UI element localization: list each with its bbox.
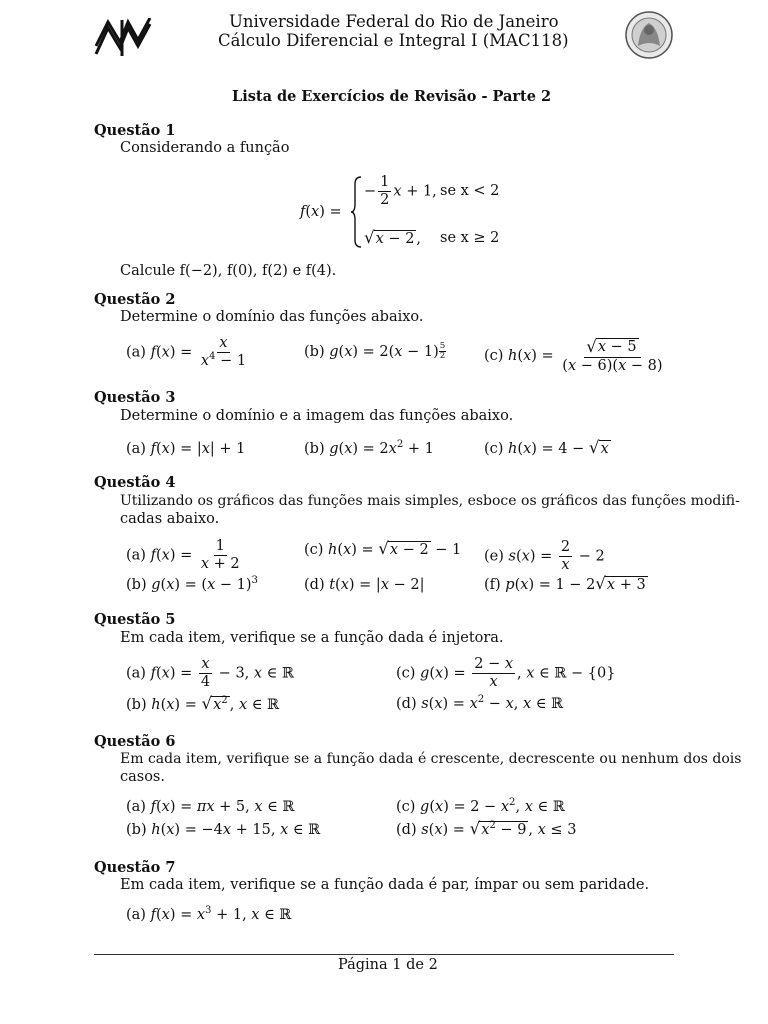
q5-item-d: (d) $s(x) = x^2 - x$, x ∈ ℝ (396, 693, 564, 712)
q2-item-c: (c) h(x) = √ x − 5 (x − 6)(x − 8) (484, 337, 663, 375)
question-7-heading: Questão 7 (94, 859, 176, 876)
q4-item-c: (c) h(x) = √ x − 2 − 1 (304, 539, 462, 559)
question-2-heading: Questão 2 (94, 291, 176, 308)
question-1-intro: Considerando a função (120, 140, 290, 156)
q4-item-a: (a) f(x) = $\frac{1}{x + 2}$ (126, 538, 240, 573)
q2-item-a: (a) f(x) = $\frac{x}{x^4 - 1}$ (126, 335, 247, 370)
question-4-intro-line2: cadas abaixo. (120, 511, 220, 527)
page-number: Página 1 de 2 (338, 957, 438, 973)
question-6-intro-line2: casos. (120, 769, 165, 785)
question-3-heading: Questão 3 (94, 389, 176, 406)
q1-case2-expr: √ x − 2 , (364, 228, 422, 248)
q1-case1-cond: se x < 2 (440, 183, 500, 199)
page-title: Lista de Exercícios de Revisão - Parte 2 (232, 88, 552, 105)
q1-brace (350, 176, 362, 248)
question-5-heading: Questão 5 (94, 611, 176, 628)
q5-item-c: (c) g(x) = $\frac{2 - x}{x}$ , x ∈ ℝ − {0} (396, 656, 616, 691)
university-name: Universidade Federal do Rio de Janeiro (229, 12, 559, 31)
footer-rule (94, 954, 674, 955)
question-2-intro: Determine o domínio das funções abaixo. (120, 309, 424, 325)
question-4-intro-line1: Utilizando os gráficos das funções mais simples, esboce os gráficos das funções modifi- (120, 493, 740, 509)
q2-item-b: (b) g(x) = 2(x − 1) $\frac{5}{2}$ (304, 341, 446, 361)
q5-item-a: (a) f(x) = $\frac{x}{4}$ − 3, x ∈ ℝ (126, 656, 295, 691)
question-6-heading: Questão 6 (94, 733, 176, 750)
q6-item-c: (c) $g(x) = 2 - x^2$, x ∈ ℝ (396, 796, 565, 815)
q1-case2-cond: se x ≥ 2 (440, 230, 500, 246)
question-1-heading: Questão 1 (94, 122, 176, 139)
q3-item-b: (b) $g(x) = 2x^2 + 1$ (304, 438, 434, 457)
q4-item-d: (d) t(x) = |x − 2| (304, 577, 425, 593)
q5-item-b: (b) h(x) = √ $x^2$ , x ∈ ℝ (126, 694, 280, 714)
course-name: Cálculo Diferencial e Integral I (MAC118) (218, 31, 569, 50)
q3-item-c: (c) h(x) = 4 − √ x (484, 438, 609, 458)
question-3-intro: Determine o domínio e a imagem das funções abaixo. (120, 408, 514, 424)
q6-item-a: (a) f(x) = πx + 5, x ∈ ℝ (126, 799, 295, 815)
q6-item-b: (b) h(x) = −4x + 15, x ∈ ℝ (126, 822, 321, 838)
q4-item-f: (f) p(x) = 1 − 2 √ x + 3 (484, 574, 646, 594)
question-5-intro: Em cada item, verifique se a função dada é injetora. (120, 630, 504, 646)
question-4-heading: Questão 4 (94, 474, 176, 491)
university-logo-icon (94, 18, 152, 58)
q1-case1-expr: − $\frac{1}{2}$ x + 1, (364, 174, 437, 209)
q3-item-a: (a) f(x) = |x| + 1 (126, 441, 246, 457)
question-6-intro-line1: Em cada item, verifique se a função dada é crescente, decrescente ou nenhum dos dois (120, 751, 742, 767)
q4-item-e: (e) s(x) = $\frac{2}{x}$ − 2 (484, 539, 605, 574)
question-1-calc: Calcule f(−2), f(0), f(2) e f(4). (120, 263, 337, 279)
q4-item-b: (b) $g(x) = (x - 1)^3$ (126, 574, 258, 593)
question-7-intro: Em cada item, verifique se a função dada é par, ímpar ou sem paridade. (120, 877, 650, 893)
q7-item-a: (a) $f(x) = x^3 + 1$, x ∈ ℝ (126, 904, 292, 923)
q6-item-d: (d) s(x) = √ $x^2 - 9$ , x ≤ 3 (396, 819, 577, 839)
q1-function-name: f(x) = (300, 204, 342, 220)
university-seal-icon (624, 10, 674, 60)
